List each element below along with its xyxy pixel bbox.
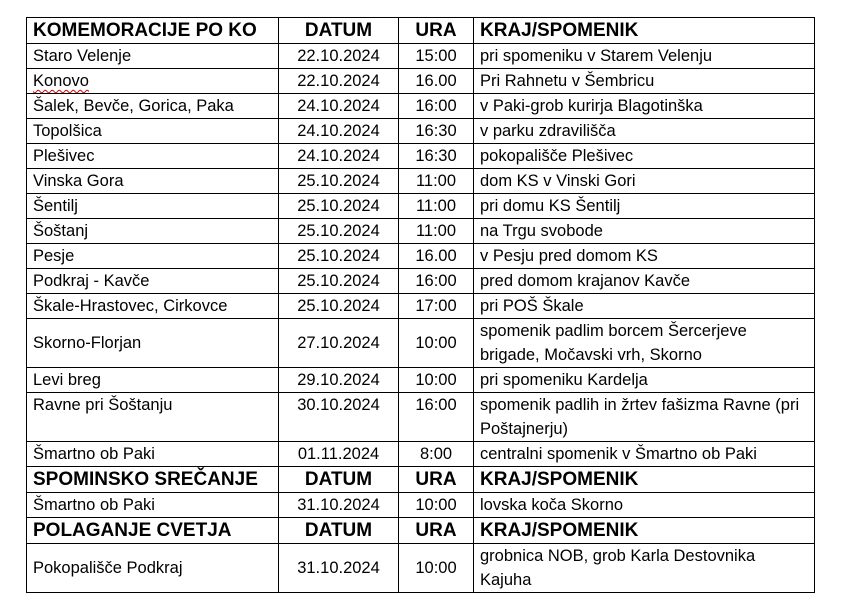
cell-time: 10:00 bbox=[399, 544, 474, 593]
cell-ko: Plešivec bbox=[27, 144, 279, 169]
section-title: POLAGANJE CVETJA bbox=[27, 518, 279, 544]
cell-date: 31.10.2024 bbox=[279, 493, 399, 518]
table-row bbox=[27, 493, 815, 518]
cell-place: pri spomeniku v Starem Velenju bbox=[474, 44, 815, 69]
cell-time: 16.00 bbox=[399, 69, 474, 94]
table-row bbox=[27, 319, 815, 368]
table-row bbox=[27, 44, 815, 69]
cell-time: 16.00 bbox=[399, 244, 474, 269]
cell-ko: Škale-Hrastovec, Cirkovce bbox=[27, 294, 279, 319]
table-row bbox=[27, 94, 815, 119]
cell-place: pri domu KS Šentilj bbox=[474, 194, 815, 219]
table-row bbox=[27, 169, 815, 194]
cell-date: 01.11.2024 bbox=[279, 442, 399, 467]
cell-place: centralni spomenik v Šmartno ob Paki bbox=[474, 442, 815, 467]
cell-ko: Pokopališče Podkraj bbox=[27, 544, 279, 593]
cell-time: 17:00 bbox=[399, 294, 474, 319]
cell-date: 27.10.2024 bbox=[279, 319, 399, 368]
cell-ko: Vinska Gora bbox=[27, 169, 279, 194]
cell-date: 25.10.2024 bbox=[279, 194, 399, 219]
table-row bbox=[27, 244, 815, 269]
table-row bbox=[27, 368, 815, 393]
cell-place: lovska koča Skorno bbox=[474, 493, 815, 518]
cell-date: 29.10.2024 bbox=[279, 368, 399, 393]
cell-time: 10:00 bbox=[399, 319, 474, 368]
table-row bbox=[27, 69, 815, 94]
cell-ko: Podkraj - Kavče bbox=[27, 269, 279, 294]
section-header-row bbox=[27, 467, 815, 493]
column-header-time: URA bbox=[399, 518, 474, 544]
cell-time: 16:00 bbox=[399, 393, 474, 442]
section-title: SPOMINSKO SREČANJE bbox=[27, 467, 279, 493]
cell-place: pokopališče Plešivec bbox=[474, 144, 815, 169]
cell-time: 11:00 bbox=[399, 169, 474, 194]
section-header-row bbox=[27, 518, 815, 544]
cell-date: 24.10.2024 bbox=[279, 144, 399, 169]
cell-place: spomenik padlih in žrtev fašizma Ravne (pri Poštajnerju) bbox=[474, 393, 815, 442]
cell-time: 15:00 bbox=[399, 44, 474, 69]
cell-place: grobnica NOB, grob Karla Destovnika Kajuha bbox=[474, 544, 815, 593]
column-header-date: DATUM bbox=[279, 467, 399, 493]
cell-place: v Paki-grob kurirja Blagotinška bbox=[474, 94, 815, 119]
cell-time: 16:30 bbox=[399, 144, 474, 169]
cell-ko: Skorno-Florjan bbox=[27, 319, 279, 368]
cell-date: 25.10.2024 bbox=[279, 294, 399, 319]
cell-time: 16:00 bbox=[399, 94, 474, 119]
cell-date: 24.10.2024 bbox=[279, 94, 399, 119]
column-header-date: DATUM bbox=[279, 518, 399, 544]
cell-time: 11:00 bbox=[399, 194, 474, 219]
table-row bbox=[27, 442, 815, 467]
table-row bbox=[27, 393, 815, 442]
table-row bbox=[27, 219, 815, 244]
cell-date: 22.10.2024 bbox=[279, 44, 399, 69]
commemorations-table bbox=[26, 17, 815, 593]
cell-place: spomenik padlim borcem Šercerjeve brigade, Močavski vrh, Skorno bbox=[474, 319, 815, 368]
cell-date: 24.10.2024 bbox=[279, 119, 399, 144]
table-row bbox=[27, 294, 815, 319]
cell-place: v Pesju pred domom KS bbox=[474, 244, 815, 269]
cell-time: 16:00 bbox=[399, 269, 474, 294]
cell-time: 8:00 bbox=[399, 442, 474, 467]
section-title: KOMEMORACIJE PO KO bbox=[27, 18, 279, 44]
table-row bbox=[27, 144, 815, 169]
column-header-date: DATUM bbox=[279, 18, 399, 44]
table-row bbox=[27, 119, 815, 144]
cell-place: v parku zdravilišča bbox=[474, 119, 815, 144]
table-row bbox=[27, 269, 815, 294]
cell-ko: Topolšica bbox=[27, 119, 279, 144]
column-header-place: KRAJ/SPOMENIK bbox=[474, 18, 815, 44]
table-row bbox=[27, 544, 815, 593]
column-header-time: URA bbox=[399, 467, 474, 493]
cell-ko: Pesje bbox=[27, 244, 279, 269]
cell-place: na Trgu svobode bbox=[474, 219, 815, 244]
cell-time: 11:00 bbox=[399, 219, 474, 244]
cell-place: dom KS v Vinski Gori bbox=[474, 169, 815, 194]
cell-ko: Staro Velenje bbox=[27, 44, 279, 69]
cell-ko bbox=[27, 69, 279, 94]
cell-time: 10:00 bbox=[399, 368, 474, 393]
cell-place: pred domom krajanov Kavče bbox=[474, 269, 815, 294]
cell-ko: Levi breg bbox=[27, 368, 279, 393]
cell-ko: Ravne pri Šoštanju bbox=[27, 393, 279, 442]
column-header-place: KRAJ/SPOMENIK bbox=[474, 467, 815, 493]
cell-ko: Šalek, Bevče, Gorica, Paka bbox=[27, 94, 279, 119]
cell-ko: Šoštanj bbox=[27, 219, 279, 244]
cell-ko: Šmartno ob Paki bbox=[27, 442, 279, 467]
section-header-row bbox=[27, 18, 815, 44]
cell-date: 31.10.2024 bbox=[279, 544, 399, 593]
cell-date: 30.10.2024 bbox=[279, 393, 399, 442]
cell-place: Pri Rahnetu v Šembricu bbox=[474, 69, 815, 94]
cell-time: 16:30 bbox=[399, 119, 474, 144]
cell-date: 25.10.2024 bbox=[279, 169, 399, 194]
table-row bbox=[27, 194, 815, 219]
cell-date: 25.10.2024 bbox=[279, 219, 399, 244]
cell-time: 10:00 bbox=[399, 493, 474, 518]
cell-place: pri spomeniku Kardelja bbox=[474, 368, 815, 393]
column-header-time: URA bbox=[399, 18, 474, 44]
cell-ko: Šentilj bbox=[27, 194, 279, 219]
cell-place: pri POŠ Škale bbox=[474, 294, 815, 319]
cell-date: 25.10.2024 bbox=[279, 244, 399, 269]
cell-date: 25.10.2024 bbox=[279, 269, 399, 294]
cell-date: 22.10.2024 bbox=[279, 69, 399, 94]
spellcheck-word: Konovo bbox=[33, 72, 89, 90]
cell-ko: Šmartno ob Paki bbox=[27, 493, 279, 518]
column-header-place: KRAJ/SPOMENIK bbox=[474, 518, 815, 544]
